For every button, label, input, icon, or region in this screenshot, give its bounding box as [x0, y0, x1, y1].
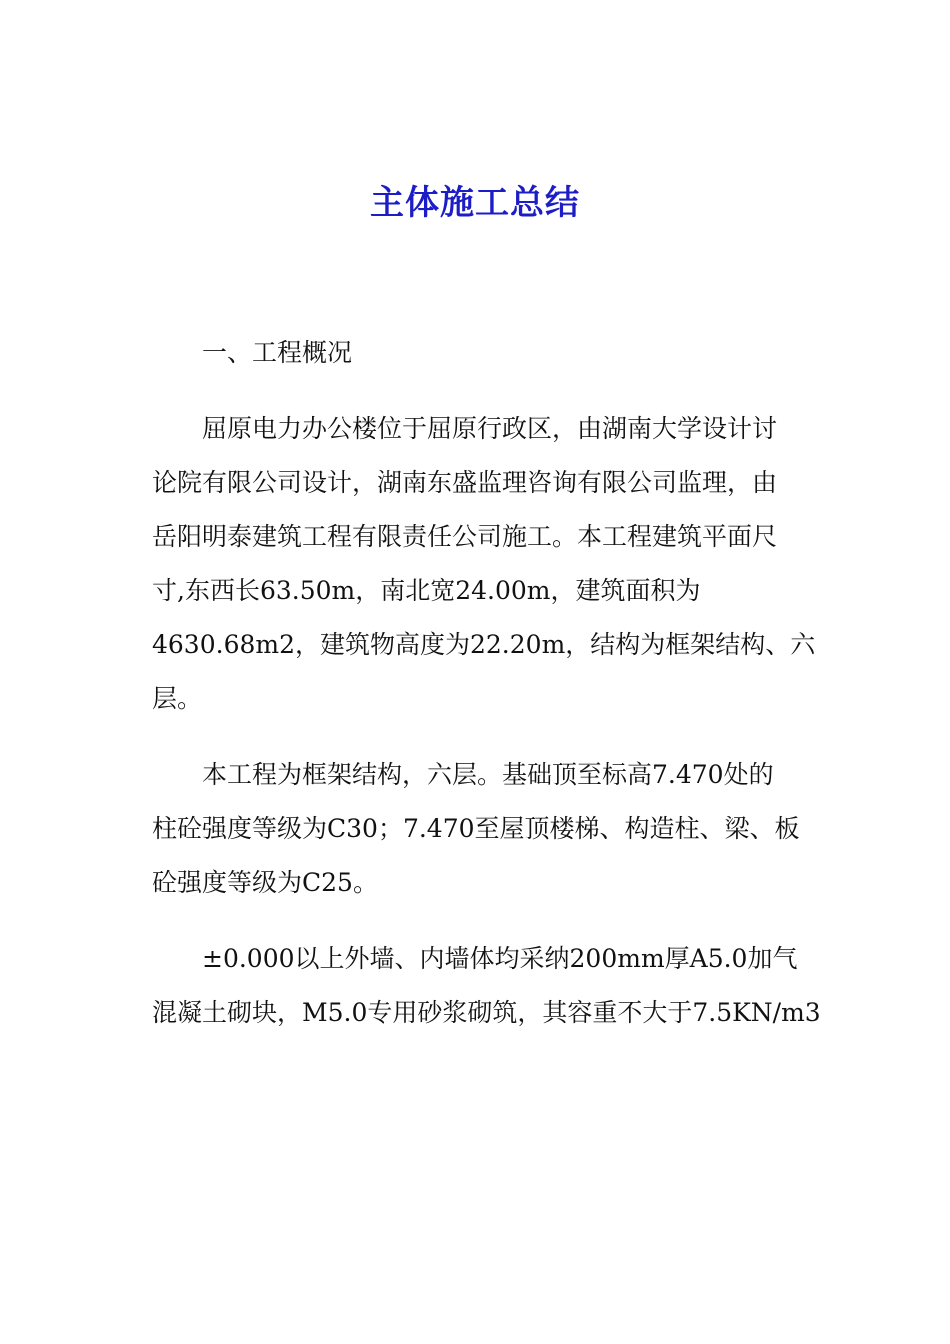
- paragraph-line: 4630.68m2，建筑物高度为22.20m，结构为框架结构、六: [152, 630, 816, 659]
- paragraph-1: [152, 402, 816, 726]
- paragraph-line: 柱砼强度等级为C30；7.470至屋顶楼梯、构造柱、梁、板: [152, 814, 800, 843]
- paragraph-2: [152, 748, 802, 910]
- paragraph-line: 论院有限公司设计，湖南东盛监理咨询有限公司监理，由: [152, 468, 778, 497]
- paragraph-line: 屈原电力办公楼位于屈原行政区，由湖南大学设计讨: [202, 414, 778, 443]
- section-heading: 一、工程概况: [202, 338, 353, 367]
- paragraph-line: 砼强度等级为C25。: [152, 868, 378, 897]
- paragraph-line: 岳阳明泰建筑工程有限责任公司施工。本工程建筑平面尺: [152, 522, 778, 551]
- paragraph-3: [152, 932, 821, 1040]
- paragraph-line: ±0.000以上外墙、内墙体均采纳200mm厚A5.0加气: [202, 944, 798, 973]
- paragraph-line: 本工程为框架结构，六层。基础顶至标高7.470处的: [202, 760, 774, 789]
- paragraph-line: 层。: [152, 684, 203, 713]
- document-body: [152, 326, 821, 1040]
- document-title: 主体施工总结: [370, 183, 580, 223]
- paragraph-line: 寸,东西长63.50m，南北宽24.00m，建筑面积为: [152, 576, 701, 605]
- paragraph-line: 混凝土砌块，M5.0专用砂浆砌筑，其容重不大于7.5KN/m3: [152, 998, 821, 1027]
